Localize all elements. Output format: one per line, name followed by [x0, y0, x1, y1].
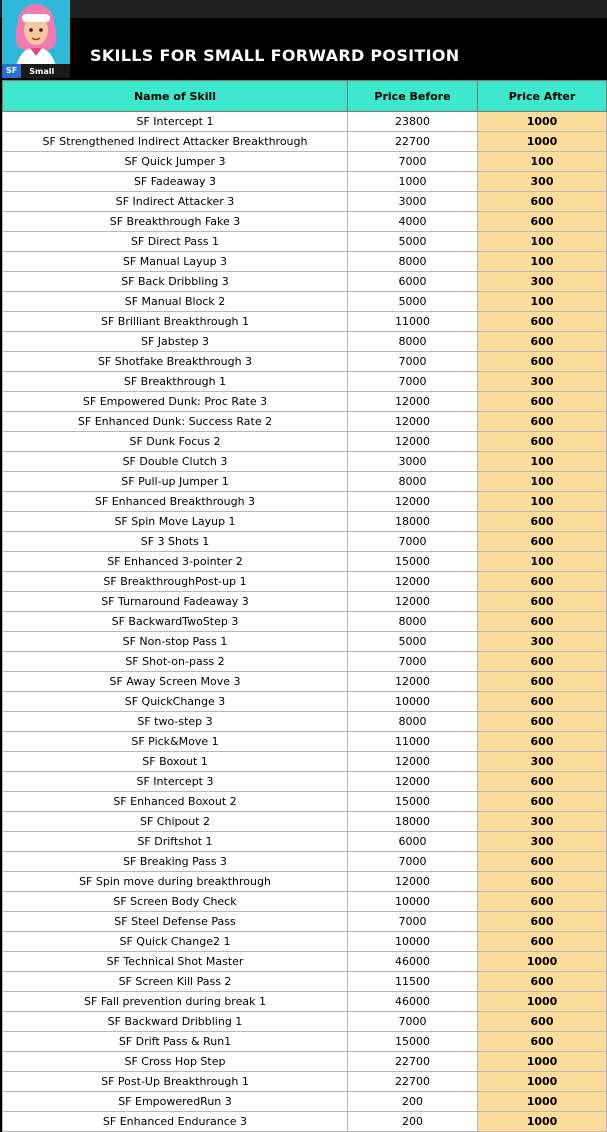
price-after-cell: 600	[478, 412, 607, 432]
table-row	[3, 1052, 607, 1072]
page-title: SKILLS FOR SMALL FORWARD POSITION	[90, 46, 460, 65]
price-after-cell: 1000	[478, 952, 607, 972]
price-after-cell: 300	[478, 832, 607, 852]
table-row	[3, 592, 607, 612]
price-before-cell: 22700	[348, 1052, 478, 1072]
price-after-cell: 600	[478, 212, 607, 232]
price-before-cell: 4000	[348, 212, 478, 232]
price-before-cell: 7000	[348, 1012, 478, 1032]
price-before-cell: 3000	[348, 452, 478, 472]
price-before-cell: 7000	[348, 652, 478, 672]
price-before-cell: 7000	[348, 532, 478, 552]
price-after-cell: 600	[478, 192, 607, 212]
skill-name-cell: SF Strengthened Indirect Attacker Breakthrough	[3, 132, 348, 152]
table-row	[3, 552, 607, 572]
price-after-cell: 600	[478, 712, 607, 732]
price-after-cell: 100	[478, 292, 607, 312]
price-after-cell: 600	[478, 592, 607, 612]
avatar-badge	[2, 64, 70, 78]
table-row	[3, 912, 607, 932]
price-before-cell: 7000	[348, 852, 478, 872]
table-row	[3, 952, 607, 972]
skills-table	[2, 80, 607, 1132]
price-before-cell: 5000	[348, 232, 478, 252]
price-before-cell: 6000	[348, 272, 478, 292]
table-row	[3, 152, 607, 172]
price-after-cell: 600	[478, 932, 607, 952]
skill-name-cell: SF Quick Jumper 3	[3, 152, 348, 172]
table-row	[3, 272, 607, 292]
player-avatar-icon	[2, 0, 70, 78]
table-row	[3, 212, 607, 232]
skill-name-cell: SF Double Clutch 3	[3, 452, 348, 472]
table-row	[3, 312, 607, 332]
skill-name-cell: SF Manual Block 2	[3, 292, 348, 312]
table-row	[3, 412, 607, 432]
price-after-cell: 600	[478, 892, 607, 912]
price-before-cell: 6000	[348, 832, 478, 852]
price-before-cell: 12000	[348, 432, 478, 452]
skill-name-cell: SF Enhanced Dunk: Success Rate 2	[3, 412, 348, 432]
skill-name-cell: SF Pull-up Jumper 1	[3, 472, 348, 492]
price-after-cell: 600	[478, 852, 607, 872]
table-row	[3, 852, 607, 872]
top-strip	[0, 0, 607, 18]
table-row	[3, 432, 607, 452]
price-after-cell: 300	[478, 372, 607, 392]
table-row	[3, 892, 607, 912]
position-badge: SF	[2, 64, 21, 78]
skill-name-cell: SF Cross Hop Step	[3, 1052, 348, 1072]
price-before-cell: 1000	[348, 172, 478, 192]
table-row	[3, 732, 607, 752]
price-before-cell: 12000	[348, 592, 478, 612]
skill-name-cell: SF Spin move during breakthrough	[3, 872, 348, 892]
table-row	[3, 792, 607, 812]
skill-name-cell: SF Quick Change2 1	[3, 932, 348, 952]
table-row	[3, 632, 607, 652]
price-after-cell: 1000	[478, 1092, 607, 1112]
price-after-cell: 300	[478, 172, 607, 192]
price-before-cell: 23800	[348, 112, 478, 132]
price-after-cell: 600	[478, 772, 607, 792]
price-after-cell: 600	[478, 572, 607, 592]
table-row	[3, 1072, 607, 1092]
skill-name-cell: SF Manual Layup 3	[3, 252, 348, 272]
price-after-cell: 600	[478, 332, 607, 352]
price-after-cell: 600	[478, 692, 607, 712]
table-row	[3, 652, 607, 672]
skill-name-cell: SF Enhanced 3-pointer 2	[3, 552, 348, 572]
table-row	[3, 472, 607, 492]
table-row	[3, 712, 607, 732]
skill-name-cell: SF Screen Kill Pass 2	[3, 972, 348, 992]
price-after-cell: 600	[478, 432, 607, 452]
skill-name-cell: SF Technical Shot Master	[3, 952, 348, 972]
column-header-name: Name of Skill	[3, 81, 348, 112]
skill-name-cell: SF Indirect Attacker 3	[3, 192, 348, 212]
price-after-cell: 100	[478, 452, 607, 472]
table-row	[3, 572, 607, 592]
price-after-cell: 600	[478, 1012, 607, 1032]
price-after-cell: 600	[478, 972, 607, 992]
price-before-cell: 12000	[348, 672, 478, 692]
skill-name-cell: SF Fadeaway 3	[3, 172, 348, 192]
table-header-row	[3, 81, 607, 112]
column-header-price-before: Price Before	[348, 81, 478, 112]
price-after-cell: 300	[478, 272, 607, 292]
table-row	[3, 332, 607, 352]
skill-name-cell: SF Drift Pass & Run1	[3, 1032, 348, 1052]
price-after-cell: 100	[478, 492, 607, 512]
skill-name-cell: SF Backward Dribbling 1	[3, 1012, 348, 1032]
table-row	[3, 232, 607, 252]
price-after-cell: 600	[478, 1032, 607, 1052]
skill-name-cell: SF Boxout 1	[3, 752, 348, 772]
table-row	[3, 172, 607, 192]
skill-name-cell: SF Non-stop Pass 1	[3, 632, 348, 652]
price-before-cell: 11000	[348, 312, 478, 332]
table-body	[3, 112, 607, 1132]
price-before-cell: 7000	[348, 152, 478, 172]
price-before-cell: 12000	[348, 752, 478, 772]
price-before-cell: 18000	[348, 812, 478, 832]
price-after-cell: 100	[478, 232, 607, 252]
skill-name-cell: SF 3 Shots 1	[3, 532, 348, 552]
skill-name-cell: SF Away Screen Move 3	[3, 672, 348, 692]
price-before-cell: 11500	[348, 972, 478, 992]
price-before-cell: 12000	[348, 492, 478, 512]
skill-name-cell: SF Shot-on-pass 2	[3, 652, 348, 672]
skill-name-cell: SF Empowered Dunk: Proc Rate 3	[3, 392, 348, 412]
price-after-cell: 100	[478, 552, 607, 572]
skill-name-cell: SF Direct Pass 1	[3, 232, 348, 252]
price-after-cell: 1000	[478, 1072, 607, 1092]
price-before-cell: 5000	[348, 632, 478, 652]
table-row	[3, 832, 607, 852]
table-row	[3, 492, 607, 512]
price-after-cell: 600	[478, 672, 607, 692]
skill-name-cell: SF Post-Up Breakthrough 1	[3, 1072, 348, 1092]
skill-name-cell: SF Intercept 3	[3, 772, 348, 792]
table-row	[3, 872, 607, 892]
price-after-cell: 1000	[478, 1112, 607, 1132]
price-before-cell: 12000	[348, 412, 478, 432]
price-after-cell: 100	[478, 152, 607, 172]
table-row	[3, 372, 607, 392]
skill-name-cell: SF two-step 3	[3, 712, 348, 732]
price-before-cell: 10000	[348, 932, 478, 952]
price-before-cell: 8000	[348, 612, 478, 632]
price-after-cell: 600	[478, 312, 607, 332]
skill-name-cell: SF Intercept 1	[3, 112, 348, 132]
skill-name-cell: SF Chipout 2	[3, 812, 348, 832]
price-before-cell: 7000	[348, 372, 478, 392]
price-before-cell: 12000	[348, 772, 478, 792]
price-after-cell: 1000	[478, 132, 607, 152]
skill-name-cell: SF Dunk Focus 2	[3, 432, 348, 452]
price-before-cell: 10000	[348, 692, 478, 712]
price-before-cell: 7000	[348, 352, 478, 372]
price-before-cell: 22700	[348, 132, 478, 152]
price-before-cell: 8000	[348, 712, 478, 732]
page-header	[0, 0, 607, 80]
price-after-cell: 600	[478, 732, 607, 752]
price-after-cell: 600	[478, 872, 607, 892]
price-before-cell: 46000	[348, 952, 478, 972]
price-after-cell: 600	[478, 532, 607, 552]
price-after-cell: 600	[478, 652, 607, 672]
skill-name-cell: SF Enhanced Breakthrough 3	[3, 492, 348, 512]
skill-name-cell: SF Driftshot 1	[3, 832, 348, 852]
skill-name-cell: SF Breakthrough 1	[3, 372, 348, 392]
skill-name-cell: SF Turnaround Fadeaway 3	[3, 592, 348, 612]
price-before-cell: 8000	[348, 332, 478, 352]
price-after-cell: 600	[478, 912, 607, 932]
skill-name-cell: SF Jabstep 3	[3, 332, 348, 352]
table-row	[3, 1032, 607, 1052]
size-label: Small	[29, 66, 55, 76]
price-before-cell: 5000	[348, 292, 478, 312]
price-after-cell: 100	[478, 472, 607, 492]
price-before-cell: 12000	[348, 392, 478, 412]
price-before-cell: 3000	[348, 192, 478, 212]
table-row	[3, 752, 607, 772]
price-before-cell: 15000	[348, 552, 478, 572]
price-after-cell: 600	[478, 352, 607, 372]
skill-name-cell: SF BackwardTwoStep 3	[3, 612, 348, 632]
table-row	[3, 512, 607, 532]
table-row	[3, 192, 607, 212]
skill-name-cell: SF Spin Move Layup 1	[3, 512, 348, 532]
skill-name-cell: SF Breakthrough Fake 3	[3, 212, 348, 232]
price-after-cell: 600	[478, 612, 607, 632]
table-row	[3, 392, 607, 412]
table-row	[3, 1092, 607, 1112]
table-row	[3, 1112, 607, 1132]
price-before-cell: 46000	[348, 992, 478, 1012]
price-before-cell: 8000	[348, 252, 478, 272]
skill-name-cell: SF QuickChange 3	[3, 692, 348, 712]
skill-name-cell: SF Fall prevention during break 1	[3, 992, 348, 1012]
skill-name-cell: SF EmpoweredRun 3	[3, 1092, 348, 1112]
price-before-cell: 12000	[348, 872, 478, 892]
table-row	[3, 672, 607, 692]
price-before-cell: 11000	[348, 732, 478, 752]
skill-name-cell: SF Enhanced Endurance 3	[3, 1112, 348, 1132]
price-after-cell: 300	[478, 812, 607, 832]
skill-name-cell: SF Brilliant Breakthrough 1	[3, 312, 348, 332]
price-before-cell: 15000	[348, 792, 478, 812]
price-before-cell: 12000	[348, 572, 478, 592]
price-before-cell: 8000	[348, 472, 478, 492]
price-after-cell: 600	[478, 792, 607, 812]
skill-name-cell: SF Screen Body Check	[3, 892, 348, 912]
price-after-cell: 1000	[478, 1052, 607, 1072]
price-after-cell: 600	[478, 512, 607, 532]
table-row	[3, 612, 607, 632]
skill-name-cell: SF Enhanced Boxout 2	[3, 792, 348, 812]
price-before-cell: 200	[348, 1092, 478, 1112]
column-header-price-after: Price After	[478, 81, 607, 112]
table-row	[3, 532, 607, 552]
skill-name-cell: SF Breaking Pass 3	[3, 852, 348, 872]
table-row	[3, 132, 607, 152]
table-row	[3, 992, 607, 1012]
price-after-cell: 300	[478, 752, 607, 772]
price-before-cell: 22700	[348, 1072, 478, 1092]
table-row	[3, 292, 607, 312]
price-before-cell: 15000	[348, 1032, 478, 1052]
price-before-cell: 200	[348, 1112, 478, 1132]
price-after-cell: 100	[478, 252, 607, 272]
table-row	[3, 252, 607, 272]
skill-name-cell: SF Steel Defense Pass	[3, 912, 348, 932]
skill-name-cell: SF BreakthroughPost-up 1	[3, 572, 348, 592]
skill-name-cell: SF Pick&Move 1	[3, 732, 348, 752]
table-row	[3, 812, 607, 832]
table-row	[3, 772, 607, 792]
table-row	[3, 932, 607, 952]
table-row	[3, 972, 607, 992]
skill-name-cell: SF Back Dribbling 3	[3, 272, 348, 292]
price-after-cell: 1000	[478, 992, 607, 1012]
table-row	[3, 692, 607, 712]
table-row	[3, 452, 607, 472]
table-row	[3, 1012, 607, 1032]
price-after-cell: 300	[478, 632, 607, 652]
price-before-cell: 10000	[348, 892, 478, 912]
price-after-cell: 1000	[478, 112, 607, 132]
table-row	[3, 112, 607, 132]
table-row	[3, 352, 607, 372]
skill-name-cell: SF Shotfake Breakthrough 3	[3, 352, 348, 372]
price-before-cell: 18000	[348, 512, 478, 532]
price-before-cell: 7000	[348, 912, 478, 932]
price-after-cell: 600	[478, 392, 607, 412]
